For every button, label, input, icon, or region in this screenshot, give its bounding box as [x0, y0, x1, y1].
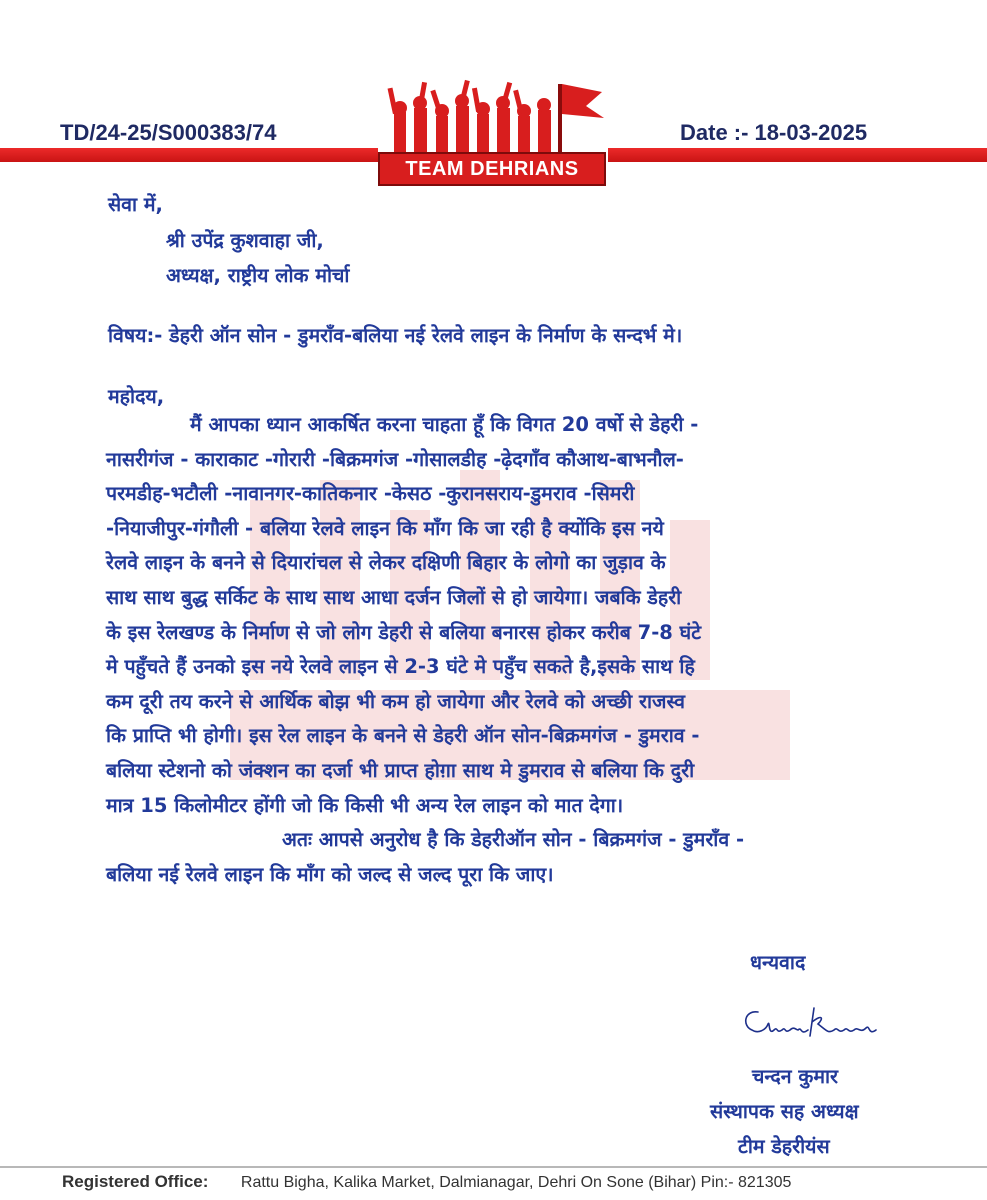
body-line: मात्र 15 किलोमीटर होंगी जो कि किसी भी अन्य रेल लाइन को मात देगा। — [106, 793, 624, 817]
body-line: साथ साथ बुद्ध सर्किट के साथ साथ आधा दर्जन जिलों से हो जायेगा। जबकि डेहरी — [106, 585, 682, 609]
request-line: अतः आपसे अनुरोध है कि डेहरीऑन सोन - बिक्रमगंज - डुमराँव - — [282, 828, 745, 852]
sender-title: संस्थापक सह अध्यक्ष — [710, 1100, 859, 1123]
greeting: महोदय, — [108, 385, 165, 408]
registered-office-footer — [62, 1172, 791, 1192]
letter-body — [106, 408, 966, 892]
body-line: मैं आपका ध्यान आकर्षित करना चाहता हूँ कि विगत 20 वर्षो से डेहरी - — [190, 413, 699, 436]
closing-thanks: धन्यवाद — [750, 951, 806, 974]
body-line: बलिया स्टेशनो को जंक्शन का दर्जा भी प्राप्त होग़ा साथ मे डुमराव से बलिया कि दुरी — [106, 758, 695, 782]
header-red-bar-right — [608, 148, 987, 162]
body-line: के इस रेलखण्ड के निर्माण से जो लोग डेहरी से बलिया बनारस होकर करीब 7-8 घंटे — [106, 620, 702, 644]
letter-subject: विषय:- डेहरी ऑन सोन - डुमराँव-बलिया नई रेलवे लाइन के निर्माण के सन्दर्भ मे। — [108, 324, 683, 347]
team-dehrians-logo — [376, 78, 608, 186]
request-line: बलिया नई रेलवे लाइन कि माँग को जल्द से जल्द पूरा कि जाए। — [106, 862, 554, 886]
recipient-title: अध्यक्ष, राष्ट्रीय लोक मोर्चा — [166, 264, 350, 287]
sender-name: चन्दन कुमार — [752, 1065, 839, 1088]
salutation-to: सेवा में, — [108, 193, 163, 216]
body-line: रेलवे लाइन के बनने से दियारांचल से लेकर दक्षिणी बिहार के लोगो का जुड़ाव के — [106, 551, 666, 575]
footer-address: Rattu Bigha, Kalika Market, Dalmianagar, Dehri On Sone (Bihar) Pin:- 821305 — [240, 1174, 792, 1191]
body-line: नासरीगंज - काराकाट -गोरारी -बिक्रमगंज -गोसालडीह -ढ़ेदगाँव कौआथ-बाभनौल- — [106, 447, 684, 471]
footer-label: Registered Office: — [62, 1172, 209, 1191]
body-line: मे पहुँचते हैं उनको इस नये रेलवे लाइन से 2-3 घंटे मे पहुँच सकते है,इसके साथ हि — [106, 655, 695, 679]
crowd-raised-fists-icon — [376, 78, 608, 156]
letter-date: Date :- 18-03-2025 — [680, 120, 868, 145]
reference-number: TD/24-25/S000383/74 — [60, 120, 277, 145]
handwritten-signature — [738, 1000, 888, 1052]
logo-text: TEAM DEHRIANS — [405, 157, 579, 180]
recipient-name: श्री उपेंद्र कुशवाहा जी, — [166, 229, 324, 252]
sender-organization: टीम डेहरीयंस — [738, 1135, 830, 1158]
footer-divider — [0, 1166, 987, 1168]
body-line: -नियाजीपुर-गंगौली - बलिया रेलवे लाइन कि माँग कि जा रही है क्योंकि इस नये — [106, 516, 664, 540]
logo-banner — [378, 152, 606, 186]
body-line: परमडीह-भटौली -नावानगर-कातिकनार -केसठ -कुरानसराय-डुमराव -सिमरी — [106, 482, 635, 506]
body-line: कम दूरी तय करने से आर्थिक बोझ भी कम हो जायेगा और रेलवे को अच्छी राजस्व — [106, 689, 685, 713]
body-line: कि प्राप्ति भी होगी। इस रेल लाइन के बनने से डेहरी ऑन सोन-बिक्रमगंज - डुमराव - — [106, 724, 700, 748]
header-red-bar-left — [0, 148, 378, 162]
